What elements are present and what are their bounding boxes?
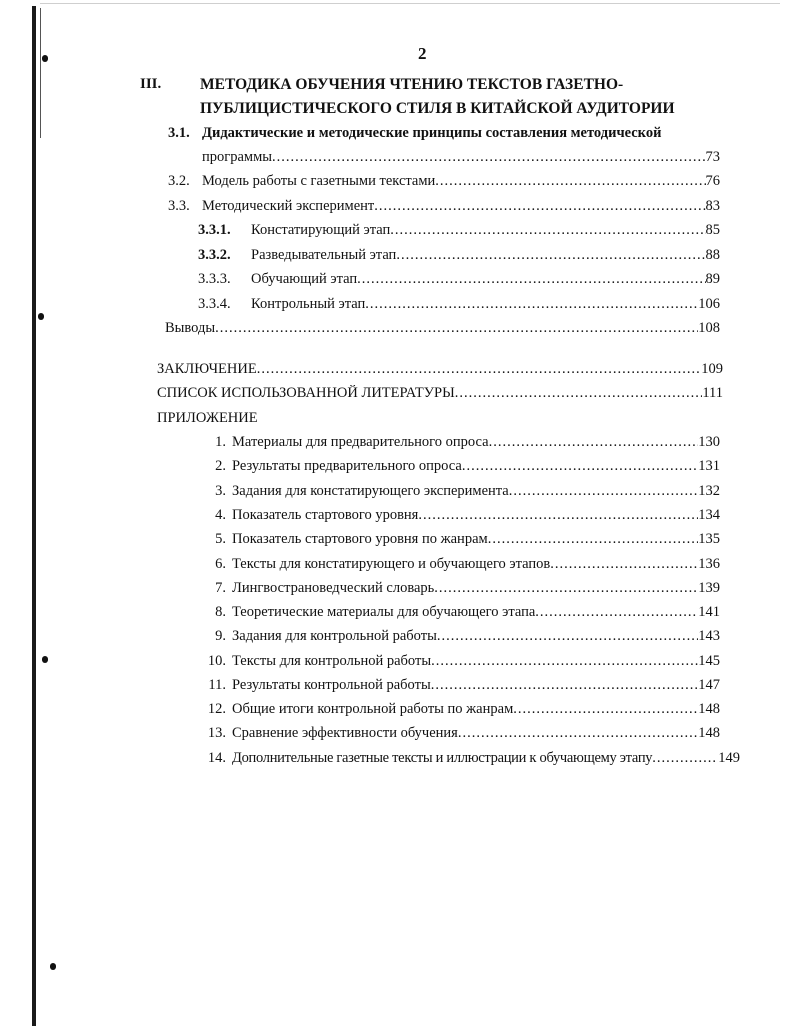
appendix-item[interactable] bbox=[200, 531, 720, 548]
dot-leader bbox=[437, 628, 698, 645]
toc-entry[interactable] bbox=[157, 385, 723, 402]
subsection-number: 3.3.4. bbox=[198, 296, 231, 312]
dot-leader bbox=[418, 507, 698, 524]
appendix-item[interactable] bbox=[200, 653, 720, 670]
dot-leader bbox=[434, 580, 698, 597]
dot-leader bbox=[550, 556, 698, 573]
toc-entry[interactable] bbox=[251, 222, 720, 239]
dot-leader bbox=[431, 677, 699, 694]
page-ref: 148 bbox=[698, 725, 720, 741]
appendix-item-number: 9. bbox=[215, 628, 226, 644]
dot-leader bbox=[509, 483, 699, 500]
bibliography-title: СПИСОК ИСПОЛЬЗОВАННОЙ ЛИТЕРАТУРЫ bbox=[157, 385, 455, 401]
chapter-title-line2: ПУБЛИЦИСТИЧЕСКОГО СТИЛЯ В КИТАЙСКОЙ АУДИТОРИИ bbox=[200, 100, 675, 117]
page-ref: 89 bbox=[705, 271, 720, 287]
page-ref: 83 bbox=[705, 198, 720, 214]
page-ref: 132 bbox=[698, 483, 720, 499]
appendix-item-number: 5. bbox=[215, 531, 226, 547]
appendix-item[interactable] bbox=[200, 458, 720, 475]
page-ref: 134 bbox=[698, 507, 720, 523]
appendix-item-number: 2. bbox=[215, 458, 226, 474]
appendix-item-title: Задания для контрольной работы bbox=[232, 628, 437, 644]
appendix-item[interactable] bbox=[200, 434, 720, 451]
conclusion-title: ЗАКЛЮЧЕНИЕ bbox=[157, 361, 257, 377]
toc-entry[interactable] bbox=[251, 271, 720, 288]
dot-leader bbox=[365, 296, 698, 313]
subsection-title: Разведывательный этап bbox=[251, 247, 397, 263]
appendix-item-number: 13. bbox=[207, 725, 226, 741]
page-ref: 148 bbox=[698, 701, 720, 717]
dot-leader bbox=[455, 385, 703, 402]
appendix-item-title: Показатель стартового уровня по жанрам bbox=[232, 531, 488, 547]
toc-entry[interactable] bbox=[202, 173, 720, 190]
appendix-item-title: Задания для констатирующего эксперимента bbox=[232, 483, 509, 499]
appendix-item[interactable] bbox=[200, 580, 720, 597]
dot-leader bbox=[357, 271, 705, 288]
dot-leader bbox=[215, 320, 698, 337]
appendix-item-number: 11. bbox=[208, 677, 226, 693]
page-number: 2 bbox=[418, 44, 427, 63]
appendix-item-number: 1. bbox=[215, 434, 226, 450]
dot-leader bbox=[652, 750, 718, 767]
appendix-item-title: Лингвострановедческий словарь bbox=[232, 580, 435, 596]
page-ref: 141 bbox=[698, 604, 720, 620]
appendix-item-number: 10. bbox=[207, 653, 226, 669]
appendix-item-title: Показатель стартового уровня bbox=[232, 507, 419, 523]
scan-edge-left-inner bbox=[40, 8, 41, 138]
section-3-3-number: 3.3. bbox=[168, 198, 190, 214]
dot-leader bbox=[513, 701, 698, 718]
chapter-number: III. bbox=[140, 76, 162, 92]
dot-leader bbox=[462, 458, 698, 475]
toc-entry[interactable] bbox=[157, 361, 723, 378]
dot-leader bbox=[374, 198, 705, 215]
appendix-item[interactable] bbox=[200, 725, 720, 742]
toc-entry[interactable] bbox=[251, 296, 720, 313]
dot-leader bbox=[458, 725, 698, 742]
section-3-3-title: Методический эксперимент bbox=[202, 198, 375, 214]
conclusions-title: Выводы bbox=[165, 320, 216, 336]
appendix-item[interactable] bbox=[200, 677, 720, 694]
page-ref: 145 bbox=[698, 653, 720, 669]
appendix-item-title: Теоретические материалы для обучающего этапа bbox=[232, 604, 536, 620]
dot-leader bbox=[435, 173, 705, 190]
subsection-number: 3.3.3. bbox=[198, 271, 231, 287]
appendix-item[interactable] bbox=[200, 604, 720, 621]
scan-dot bbox=[42, 55, 48, 62]
scan-dot bbox=[50, 963, 56, 970]
section-3-2-title: Модель работы с газетными текстами bbox=[202, 173, 436, 189]
appendix-item-number: 12. bbox=[207, 701, 226, 717]
page-ref: 130 bbox=[698, 434, 720, 450]
appendix-item[interactable] bbox=[200, 750, 740, 767]
appendix-item[interactable] bbox=[200, 556, 720, 573]
page-ref: 147 bbox=[698, 677, 720, 693]
page-ref: 149 bbox=[718, 750, 740, 766]
appendix-item-title: Тексты для контрольной работы bbox=[232, 653, 432, 669]
scan-edge-left bbox=[32, 6, 36, 1026]
scan-dot bbox=[42, 656, 48, 663]
appendix-item-title: Сравнение эффективности обучения bbox=[232, 725, 458, 741]
page-ref: 136 bbox=[698, 556, 720, 572]
appendix-item-number: 6. bbox=[215, 556, 226, 572]
page-ref: 106 bbox=[698, 296, 720, 312]
page-ref: 108 bbox=[698, 320, 720, 336]
appendix-item[interactable] bbox=[200, 483, 720, 500]
appendix-title: ПРИЛОЖЕНИЕ bbox=[157, 410, 258, 426]
subsection-title: Контрольный этап bbox=[251, 296, 366, 312]
chapter-title-line1: МЕТОДИКА ОБУЧЕНИЯ ЧТЕНИЮ ТЕКСТОВ ГАЗЕТНО- bbox=[200, 76, 624, 93]
appendix-item-number: 14. bbox=[207, 750, 226, 766]
page-ref: 135 bbox=[698, 531, 720, 547]
dot-leader bbox=[488, 531, 699, 548]
dot-leader bbox=[535, 604, 698, 621]
page-ref: 73 bbox=[705, 149, 720, 165]
appendix-item-number: 3. bbox=[215, 483, 226, 499]
section-3-2-number: 3.2. bbox=[168, 173, 190, 189]
appendix-item-title: Материалы для предварительного опроса bbox=[232, 434, 489, 450]
appendix-item[interactable] bbox=[200, 628, 720, 645]
toc-entry[interactable] bbox=[165, 320, 720, 337]
appendix-item-title: Тексты для констатирующего и обучающего этапов bbox=[232, 556, 551, 572]
appendix-item-number: 7. bbox=[215, 580, 226, 596]
toc-entry[interactable] bbox=[202, 198, 720, 215]
section-3-1-title: Дидактические и методические принципы составления методической bbox=[202, 125, 662, 141]
page-ref: 85 bbox=[705, 222, 720, 238]
dot-leader bbox=[257, 361, 702, 378]
subsection-title: Констатирующий этап bbox=[251, 222, 391, 238]
page-ref: 111 bbox=[702, 385, 723, 401]
page-ref: 139 bbox=[698, 580, 720, 596]
page-ref: 143 bbox=[698, 628, 720, 644]
subsection-title: Обучающий этап bbox=[251, 271, 358, 287]
appendix-item-number: 4. bbox=[215, 507, 226, 523]
appendix-item-title: Результаты предварительного опроса bbox=[232, 458, 462, 474]
dot-leader bbox=[390, 222, 705, 239]
dot-leader bbox=[489, 434, 699, 451]
page-ref: 76 bbox=[705, 173, 720, 189]
section-3-1-number: 3.1. bbox=[168, 125, 190, 141]
appendix-item-title: Общие итоги контрольной работы по жанрам bbox=[232, 701, 514, 717]
page-ref: 109 bbox=[701, 361, 723, 377]
toc-entry[interactable] bbox=[251, 247, 720, 264]
scan-dot bbox=[38, 313, 44, 320]
subsection-number: 3.3.2. bbox=[198, 247, 231, 263]
appendix-item[interactable] bbox=[200, 701, 720, 718]
appendix-item-number: 8. bbox=[215, 604, 226, 620]
dot-leader bbox=[431, 653, 698, 670]
appendix-item[interactable] bbox=[200, 507, 720, 524]
page-ref: 88 bbox=[705, 247, 720, 263]
page-ref: 131 bbox=[698, 458, 720, 474]
dot-leader bbox=[272, 149, 706, 166]
appendix-item-title: Дополнительные газетные тексты и иллюстрации к обучающему этапу bbox=[232, 750, 653, 766]
subsection-number: 3.3.1. bbox=[198, 222, 231, 238]
scan-edge-top bbox=[40, 3, 780, 4]
appendix-item-title: Результаты контрольной работы bbox=[232, 677, 431, 693]
dot-leader bbox=[396, 247, 705, 264]
section-3-1-title-cont: программы bbox=[202, 149, 272, 165]
toc-entry[interactable] bbox=[202, 149, 720, 166]
